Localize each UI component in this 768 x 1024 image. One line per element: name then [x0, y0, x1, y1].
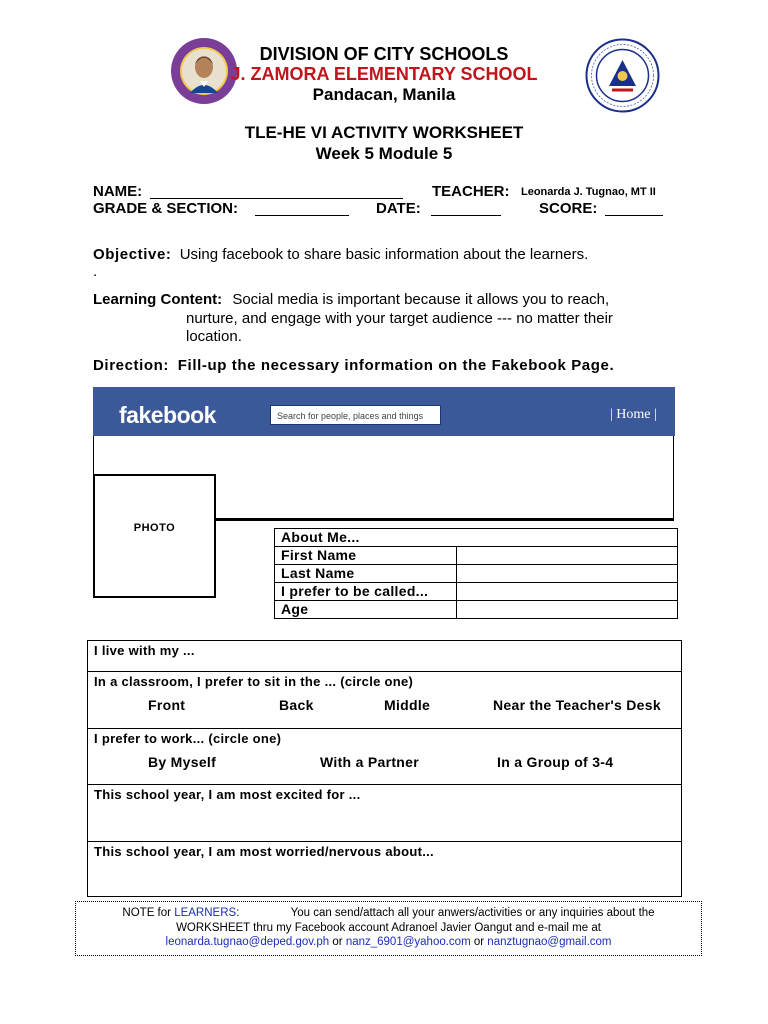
age-label: Age	[275, 601, 457, 619]
note-line2: WORKSHEET thru my Facebook account Adranoel Javier Oangut and e-mail me at	[176, 922, 601, 934]
last-name-label: Last Name	[275, 565, 457, 583]
worksheet-title: TLE-HE VI ACTIVITY WORKSHEET	[244, 123, 524, 142]
learning-content	[93, 291, 609, 308]
direction-text: Fill-up the necessary information on the Fakebook Page.	[177, 357, 615, 374]
note-or2: or	[473, 936, 485, 948]
option-by-myself[interactable]: By Myself	[148, 754, 217, 770]
objective-trailing: .	[93, 263, 98, 280]
date-label: DATE:	[376, 200, 421, 217]
division-heading: DIVISION OF CITY SCHOOLS	[259, 44, 509, 64]
work-question: I prefer to work... (circle one)	[88, 729, 682, 785]
option-teachers-desk[interactable]: Near the Teacher's Desk	[493, 697, 661, 713]
email-yahoo[interactable]: nanz_6901@yahoo.com	[345, 936, 471, 948]
fakebook-logo: fakebook	[119, 402, 216, 428]
age-field[interactable]	[457, 601, 678, 619]
live-with-question[interactable]: I live with my ...	[88, 641, 682, 672]
score-label: SCORE:	[539, 200, 598, 217]
objective-label: Objective:	[93, 246, 172, 263]
option-back[interactable]: Back	[279, 697, 314, 713]
last-name-field[interactable]	[457, 565, 678, 583]
option-middle[interactable]: Middle	[384, 697, 431, 713]
worried-question[interactable]: This school year, I am most worried/nervous about...	[88, 842, 682, 897]
nickname-label: I prefer to be called...	[275, 583, 457, 601]
note-colon: :	[236, 907, 240, 919]
note-learners: LEARNERS	[174, 907, 237, 919]
school-location: Pandacan, Manila	[312, 85, 456, 104]
grade-section-field[interactable]	[255, 199, 349, 216]
score-field[interactable]	[605, 199, 663, 216]
learning-content-line3: location.	[186, 328, 242, 345]
objective	[93, 246, 588, 263]
grade-section-label: GRADE & SECTION:	[93, 200, 239, 217]
nickname-field[interactable]	[457, 583, 678, 601]
note-or1: or	[332, 936, 343, 948]
school-name: J. ZAMORA ELEMENTARY SCHOOL	[230, 64, 538, 84]
fakebook-photo-box[interactable]	[93, 474, 216, 598]
learning-content-line2: nurture, and engage with your target audience --- no matter their	[186, 310, 613, 327]
teacher-label: TEACHER:	[432, 183, 510, 200]
about-me-heading: About Me...	[275, 529, 678, 547]
teacher-name: Leonarda J. Tugnao, MT II	[521, 186, 656, 198]
date-field[interactable]	[431, 199, 501, 216]
note-text1: You can send/attach all your anwers/activities or any inquiries about the	[290, 907, 655, 919]
direction	[93, 357, 614, 374]
learning-content-line1: Social media is important because it allows you to reach,	[232, 291, 610, 308]
option-group[interactable]: In a Group of 3-4	[497, 754, 614, 770]
about-row	[275, 583, 678, 601]
fakebook-search-input[interactable]: Search for people, places and things	[270, 405, 441, 425]
about-me-table	[274, 528, 678, 619]
week-module: Week 5 Module 5	[315, 144, 453, 163]
objective-text: Using facebook to share basic information about the learners.	[179, 246, 589, 263]
direction-label: Direction:	[93, 357, 170, 374]
email-gmail[interactable]: nanztugnao@gmail.com	[487, 936, 612, 948]
excited-question[interactable]: This school year, I am most excited for ...	[88, 785, 682, 842]
photo-label: PHOTO	[133, 522, 176, 534]
option-with-partner[interactable]: With a Partner	[320, 754, 419, 770]
first-name-field[interactable]	[457, 547, 678, 565]
about-row	[275, 601, 678, 619]
fakebook-home-link[interactable]: | Home |	[610, 407, 657, 422]
about-row-header	[275, 529, 678, 547]
option-front[interactable]: Front	[148, 697, 186, 713]
name-label: NAME:	[93, 183, 143, 200]
note-prefix: NOTE for	[122, 907, 175, 919]
about-row	[275, 547, 678, 565]
note-line1	[75, 907, 702, 919]
first-name-label: First Name	[275, 547, 457, 565]
email-deped[interactable]: leonarda.tugnao@deped.gov.ph	[165, 936, 330, 948]
classroom-question: In a classroom, I prefer to sit in the ... (circle one)	[88, 672, 682, 729]
about-row	[275, 565, 678, 583]
note-line3	[75, 936, 702, 948]
learning-content-label: Learning Content:	[93, 291, 223, 308]
name-field[interactable]	[150, 182, 403, 199]
